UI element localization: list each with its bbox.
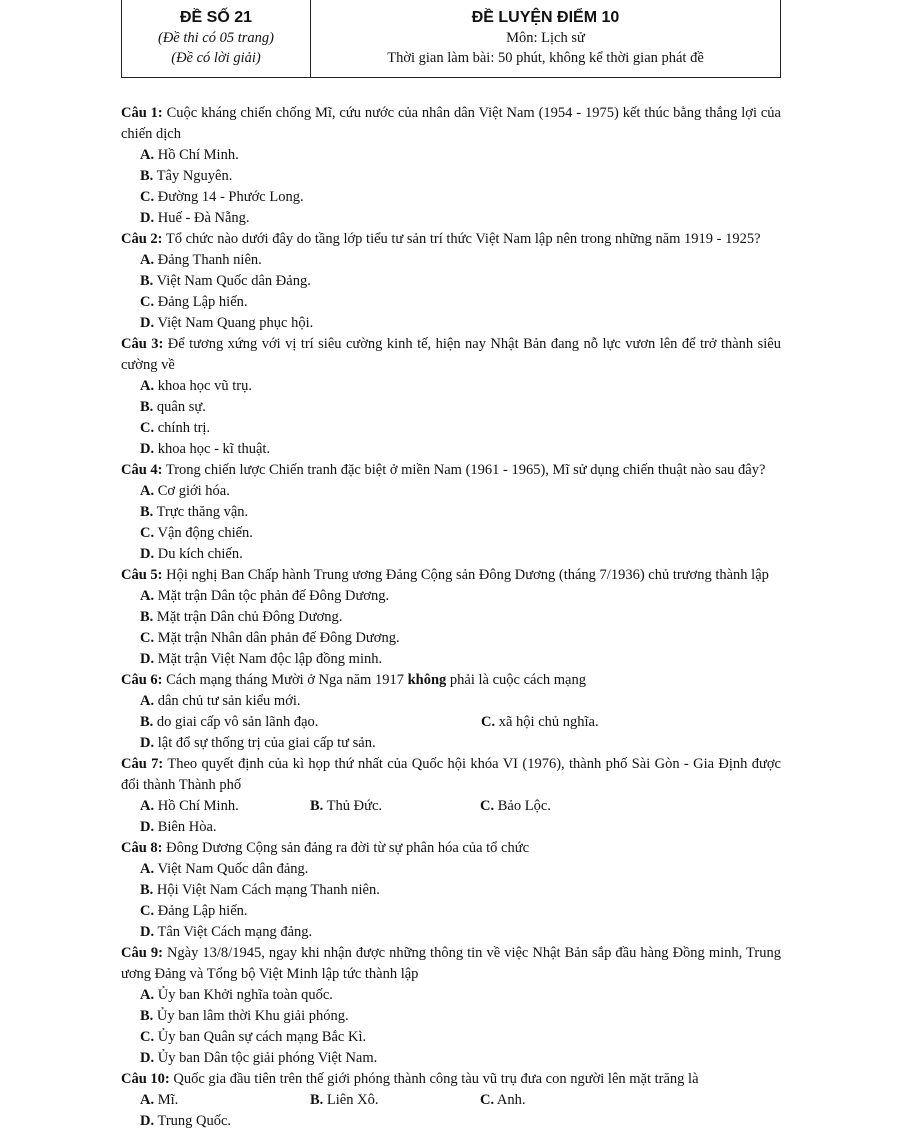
option-c[interactable]: C. chính trị. [140, 420, 211, 436]
option-a[interactable]: A. dân chủ tư sản kiểu mới. [140, 693, 301, 709]
question-label: Câu 5: [121, 567, 163, 583]
question-2 [121, 229, 781, 334]
question-text-after: phải là cuộc cách mạng [446, 672, 586, 688]
time-limit: Thời gian làm bài: 50 phút, không kể thời gian phát đề [387, 50, 704, 66]
question-label: Câu 3: [121, 336, 164, 352]
question-stem [121, 565, 781, 586]
pages-note: (Đề thi có 05 trang) [158, 30, 274, 46]
option-a[interactable]: A. Hồ Chí Minh. [140, 147, 239, 163]
question-4 [121, 460, 781, 565]
question-label: Câu 4: [121, 462, 163, 478]
question-6 [121, 670, 781, 754]
option-c[interactable]: C. xã hội chủ nghĩa. [481, 714, 599, 730]
option-d[interactable]: D. Tân Việt Cách mạng đảng. [140, 924, 313, 940]
option-c[interactable]: C. Mặt trận Nhân dân phản đế Đông Dương. [140, 630, 400, 646]
option-c[interactable]: C. Đảng Lập hiến. [140, 294, 248, 310]
solution-note: (Đề có lời giải) [171, 50, 261, 66]
question-stem [121, 670, 781, 691]
options [121, 586, 781, 670]
question-label: Câu 7: [121, 756, 164, 772]
options [121, 145, 781, 229]
question-stem [121, 754, 781, 796]
option-c[interactable]: C. Anh. [480, 1092, 526, 1108]
option-a[interactable]: A. khoa học vũ trụ. [140, 378, 252, 394]
option-b[interactable]: B. Liên Xô. [310, 1092, 379, 1108]
question-text: Hội nghị Ban Chấp hành Trung ương Đảng Cộng sản Đông Dương (tháng 7/1936) chủ trương thành lập [162, 567, 769, 583]
option-a[interactable]: A. Cơ giới hóa. [140, 483, 230, 499]
question-text: Đông Dương Cộng sản đảng ra đời từ sự phân hóa của tổ chức [162, 840, 530, 856]
question-label: Câu 8: [121, 840, 163, 856]
question-label: Câu 9: [121, 945, 163, 961]
option-b[interactable]: B. Mặt trận Dân chủ Đông Dương. [140, 609, 343, 625]
exam-header [121, 0, 781, 78]
option-d[interactable]: D. lật đổ sự thống trị của giai cấp tư sản. [140, 735, 376, 751]
question-text: Quốc gia đầu tiên trên thế giới phóng thành công tàu vũ trụ đưa con người lên mặt trăng là [169, 1071, 699, 1087]
question-1 [121, 103, 781, 229]
options [121, 481, 781, 565]
question-list [121, 103, 781, 1132]
question-text: Cách mạng tháng Mười ở Nga năm 1917 [162, 672, 408, 688]
option-a[interactable]: A. Ủy ban Khởi nghĩa toàn quốc. [140, 987, 333, 1003]
options [121, 376, 781, 460]
option-b[interactable]: B. Ủy ban lâm thời Khu giải phóng. [140, 1008, 349, 1024]
options [121, 250, 781, 334]
option-c[interactable]: C. Đường 14 - Phước Long. [140, 189, 304, 205]
options [121, 985, 781, 1069]
option-c[interactable]: C. Đảng Lập hiến. [140, 903, 248, 919]
question-10 [121, 1069, 781, 1132]
question-stem [121, 943, 781, 985]
question-9 [121, 943, 781, 1069]
exam-title: ĐỀ LUYỆN ĐIỂM 10 [471, 9, 620, 26]
question-stem [121, 229, 781, 250]
option-c[interactable]: C. Bảo Lộc. [480, 798, 551, 814]
question-text: Ngày 13/8/1945, ngay khi nhận được những thông tin về việc Nhật Bản sắp đầu hàng Đồng minh, Trung ương Đảng và Tổng bộ Việt Minh lập tức thành lập [121, 945, 781, 982]
option-a[interactable]: A. Mĩ. [140, 1092, 179, 1108]
question-text: Cuộc kháng chiến chống Mĩ, cứu nước của nhân dân Việt Nam (1954 - 1975) kết thúc bằng thắng lợi của chiến dịch [121, 105, 781, 142]
question-text: Để tương xứng với vị trí siêu cường kinh tế, hiện nay Nhật Bản đang nỗ lực vươn lên để trở thành siêu cường về [121, 336, 781, 373]
option-b[interactable]: B. Trực thăng vận. [140, 504, 249, 520]
option-b[interactable]: B. do giai cấp vô sản lãnh đạo. [140, 714, 319, 730]
option-d[interactable]: D. Việt Nam Quang phục hội. [140, 315, 314, 331]
question-stem [121, 334, 781, 376]
question-3 [121, 334, 781, 460]
option-b[interactable]: B. Tây Nguyên. [140, 168, 233, 184]
options [121, 859, 781, 943]
exam-code-cell [122, 0, 311, 77]
option-a[interactable]: A. Mặt trận Dân tộc phản đế Đông Dương. [140, 588, 390, 604]
option-d[interactable]: D. Biên Hòa. [140, 819, 217, 835]
question-stem [121, 838, 781, 859]
option-d[interactable]: D. Huế - Đà Nẵng. [140, 210, 250, 226]
option-b[interactable]: B. Hội Việt Nam Cách mạng Thanh niên. [140, 882, 380, 898]
option-b[interactable]: B. Thủ Đức. [310, 798, 383, 814]
subject: Môn: Lịch sử [506, 30, 585, 46]
option-d[interactable]: D. Trung Quốc. [140, 1113, 232, 1129]
option-b[interactable]: B. quân sự. [140, 399, 206, 415]
option-d[interactable]: D. Mặt trận Việt Nam độc lập đồng minh. [140, 651, 383, 667]
question-stem [121, 460, 781, 481]
question-text: Trong chiến lược Chiến tranh đặc biệt ở miền Nam (1961 - 1965), Mĩ sử dụng chiến thuật nào sau đây? [162, 462, 766, 478]
option-d[interactable]: D. khoa học - kĩ thuật. [140, 441, 271, 457]
question-stem [121, 1069, 781, 1090]
options [121, 796, 781, 838]
option-b[interactable]: B. Việt Nam Quốc dân Đảng. [140, 273, 311, 289]
question-label: Câu 6: [121, 672, 163, 688]
question-emphasis: không [407, 672, 447, 688]
option-a[interactable]: A. Hồ Chí Minh. [140, 798, 239, 814]
question-label: Câu 10: [121, 1071, 170, 1087]
question-stem [121, 103, 781, 145]
question-8 [121, 838, 781, 943]
option-c[interactable]: C. Ủy ban Quân sự cách mạng Bắc Kì. [140, 1029, 367, 1045]
options [121, 691, 781, 754]
option-d[interactable]: D. Ủy ban Dân tộc giải phóng Việt Nam. [140, 1050, 378, 1066]
exam-title-cell [311, 0, 780, 77]
option-c[interactable]: C. Vận động chiến. [140, 525, 253, 541]
option-a[interactable]: A. Đảng Thanh niên. [140, 252, 262, 268]
exam-code: ĐỀ SỐ 21 [179, 9, 253, 26]
question-text: Tổ chức nào dưới đây do tầng lớp tiểu tư sản trí thức Việt Nam lập nên trong những năm 1919 - 1925? [162, 231, 761, 247]
option-a[interactable]: A. Việt Nam Quốc dân đảng. [140, 861, 309, 877]
question-label: Câu 1: [121, 105, 163, 121]
options [121, 1090, 781, 1132]
option-d[interactable]: D. Du kích chiến. [140, 546, 243, 562]
question-7 [121, 754, 781, 838]
question-5 [121, 565, 781, 670]
question-text: Theo quyết định của kì họp thứ nhất của Quốc hội khóa VI (1976), thành phố Sài Gòn - Gia Định được đổi thành Thành phố [121, 756, 781, 793]
question-label: Câu 2: [121, 231, 163, 247]
